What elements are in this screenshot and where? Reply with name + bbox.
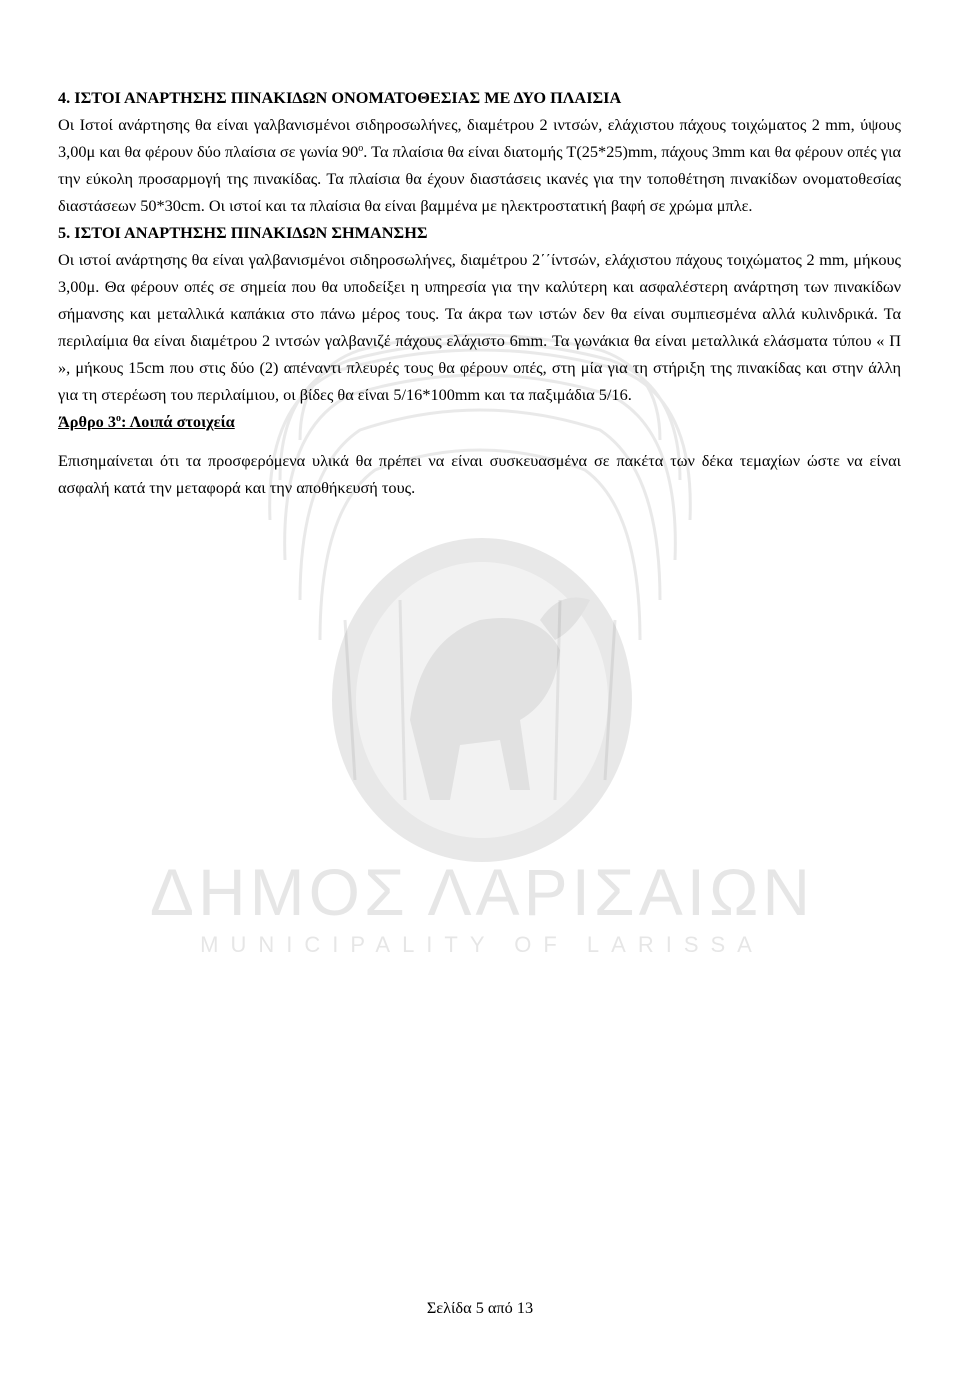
- article-3-title: [58, 408, 901, 435]
- section-5-heading: 5. ΙΣΤΟΙ ΑΝΑΡΤΗΣΗΣ ΠΙΝΑΚΙΔΩΝ ΣΗΜΑΝΣΗΣ: [58, 223, 428, 242]
- watermark-lettering: [150, 855, 814, 957]
- section-4-text-part1: Οι Ιστοί ανάρτησης θα είναι γαλβανισμένοι σιδηροσωλήνες, διαμέτρου 2 ιντσών, ελάχιστου πάχους τοιχώματος 2 mm, ύψους 3,00μ και θα φέρουν δύο πλαίσια σε γωνία 90: [58, 115, 901, 161]
- document-body: [58, 84, 901, 501]
- page-number: Σελίδα 5 από 13: [426, 1298, 534, 1317]
- article-3-text: Επισημαίνεται ότι τα προσφερόμενα υλικά θα πρέπει να είναι συσκευασμένα σε πακέτα των δέκα τεμαχίων ώστε να είναι ασφαλή κατά την μεταφορά και την αποθήκευσή τους.: [58, 451, 901, 497]
- svg-text:MUNICIPALITY OF LARISSA: MUNICIPALITY OF LARISSA: [200, 932, 764, 957]
- article-3-title-part1: Άρθρο 3: [58, 412, 117, 431]
- section-5-text: Οι ιστοί ανάρτησης θα είναι γαλβανισμένοι σιδηροσωλήνες, διαμέτρου 2΄΄ίντσών, ελάχιστου πάχους τοιχώματος 2 mm, μήκους 3,00μ. Θα φέρουν οπές σε σημεία που θα υποδείξει η υπηρεσία για την καλύτερη και ασφαλέστερη ανάρτηση των πινακίδων σήμανσης και μεταλλικά καπάκια στο πάνω μέρος τους. Τα άκρα των ιστών δεν θα είναι συμπιεσμένα αλλά κυλινδρικά. Τα περιλαίμια θα είναι διαμέτρου 2 ιντσών γαλβανιζέ πάχους ελάχιστο 6mm. Τα γωνάκια θα είναι μεταλλικά ελάσματα τύπου « Π », μήκους 15cm που στις δύο (2) απέναντι πλευρές τους θα φέρουν οπές, στη μία για τη στήριξη της πινακίδας και στην άλλη για τη στερέωση του περιλαίμιου, οι βίδες θα είναι 5/16*100mm και τα παξιμάδια 5/16.: [58, 250, 901, 404]
- article-3-spacer: [58, 435, 901, 447]
- section-4-text-part2: . Τα πλαίσια θα είναι διατομής Τ(25*25)mm, πάχους 3mm και θα φέρουν οπές για την εύκολη προσαρμογή της πινακίδας. Τα πλαίσια θα έχουν διαστάσεις ικανές για την τοποθέτηση πινακίδων ονοματοθεσίας διαστάσεων 50*30cm. Οι ιστοί και τα πλαίσια θα είναι βαμμένα με ηλεκτροστατική βαφή σε χρώμα μπλε.: [58, 142, 901, 215]
- degree-superscript: ο: [358, 143, 364, 154]
- svg-text:ΔΗΜΟΣ ΛΑΡΙΣΑΙΩΝ: ΔΗΜΟΣ ΛΑΡΙΣΑΙΩΝ: [149, 855, 815, 929]
- article-3-superscript: ο: [116, 413, 122, 424]
- section-4-text: [58, 111, 901, 219]
- section-4-heading: 4. ΙΣΤΟΙ ΑΝΑΡΤΗΣΗΣ ΠΙΝΑΚΙΔΩΝ ΟΝΟΜΑΤΟΘΕΣΙΑΣ ΜΕ ΔΥΟ ΠΛΑΙΣΙΑ: [58, 88, 622, 107]
- article-3-title-part2: : Λοιπά στοιχεία: [121, 412, 235, 431]
- coin-emblem-icon: [332, 538, 632, 862]
